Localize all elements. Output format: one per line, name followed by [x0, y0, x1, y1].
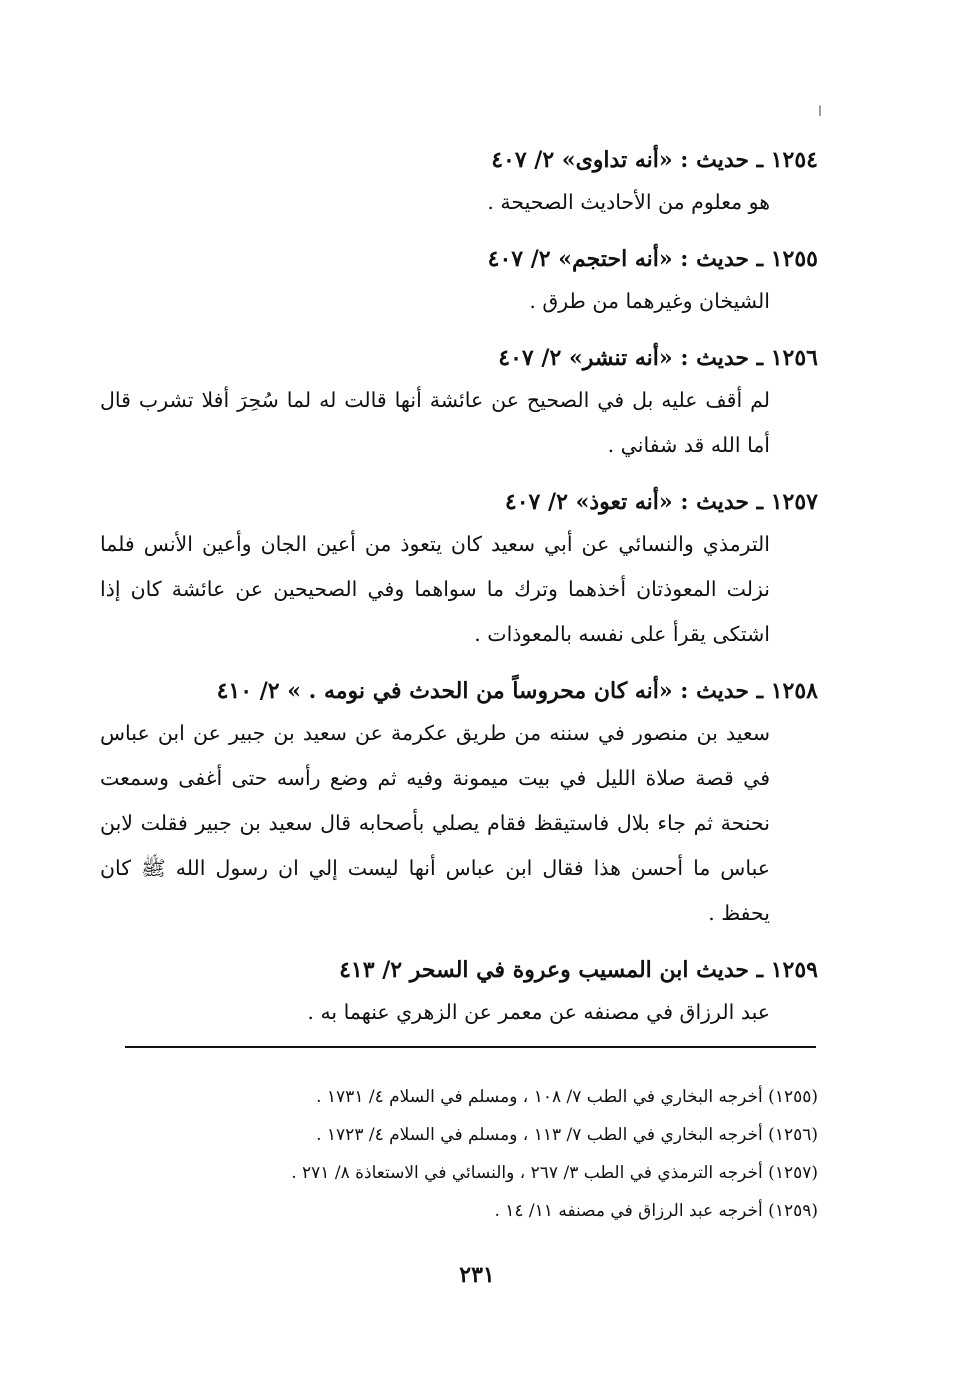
- hadith-entry: [100, 671, 818, 936]
- hadith-entry: [100, 950, 818, 1035]
- entry-body: عبد الرزاق في مصنفه عن معمر عن الزهري عنهما به .: [307, 1000, 770, 1024]
- entry-body: هو معلوم من الأحاديث الصحيحة .: [487, 190, 770, 214]
- footnote: (١٢٥٩) أخرجه عبد الرزاق في مصنفه ١١/ ١٤ .: [494, 1201, 818, 1221]
- footnote: (١٢٥٦) أخرجه البخاري في الطب ٧/ ١١٣ ، ومسلم في السلام ٤/ ١٧٢٣ .: [316, 1125, 818, 1145]
- footnote: (١٢٥٧) أخرجه الترمذي في الطب ٣/ ٢٦٧ ، والنسائي في الاستعاذة ٨/ ٢٧١ .: [291, 1163, 818, 1183]
- footnote: (١٢٥٥) أخرجه البخاري في الطب ٧/ ١٠٨ ، ومسلم في السلام ٤/ ١٧٣١ .: [316, 1087, 818, 1107]
- hadith-entries: [100, 140, 818, 1049]
- page-number: ٢٣١: [459, 1262, 495, 1288]
- hadith-entry: [100, 239, 818, 324]
- entry-body: سعيد بن منصور في سننه من طريق عكرمة عن سعيد بن جبير عن ابن عباس في قصة صلاة الليل في بيت ميمونة وفيه ثم وضع رأسه حتى أغفى وسمعت نحنحة ثم جاء بلال فاستيقظ فقام يصلي بأصحابه قال سعيد بن جبير فقلت لابن عباس ما أحسن هذا فقال ابن عباس أنها ليست إلي ان رسول الله ﷺ كان يحفظ .: [100, 721, 770, 925]
- footnote-divider: [125, 1046, 816, 1048]
- margin-mark: ا: [818, 104, 822, 120]
- entry-heading: ١٢٥٧ ـ حديث : «أنه تعوذ» ٢/ ٤٠٧: [504, 489, 818, 515]
- entry-heading: ١٢٥٥ ـ حديث : «أنه احتجم» ٢/ ٤٠٧: [487, 246, 818, 272]
- entry-body: الترمذي والنسائي عن أبي سعيد كان يتعوذ من أعين الجان وأعين الأنس فلما نزلت المعوذتان أخذهما وترك ما سواهما وفي الصحيحين عن عائشة كان إذا اشتكى يقرأ على نفسه بالمعوذات .: [100, 532, 770, 646]
- entry-heading: ١٢٥٤ ـ حديث : «أنه تداوى» ٢/ ٤٠٧: [491, 147, 818, 173]
- entry-heading: ١٢٥٨ ـ حديث : «أنه كان محروساً من الحدث في نومه . » ٢/ ٤١٠: [216, 678, 818, 704]
- hadith-entry: [100, 140, 818, 225]
- footnotes: [125, 1078, 818, 1230]
- entry-heading: ١٢٥٦ ـ حديث : «أنه تنشر» ٢/ ٤٠٧: [498, 345, 818, 371]
- entry-body: لم أقف عليه بل في الصحيح عن عائشة أنها قالت له لما سُحِرَ أفلا تشرب قال أما الله قد شفاني .: [100, 388, 770, 457]
- entry-body: الشيخان وغيرهما من طرق .: [529, 289, 770, 313]
- hadith-entry: [100, 482, 818, 657]
- hadith-entry: [100, 338, 818, 468]
- entry-heading: ١٢٥٩ ـ حديث ابن المسيب وعروة في السحر ٢/ ٤١٣: [339, 957, 818, 983]
